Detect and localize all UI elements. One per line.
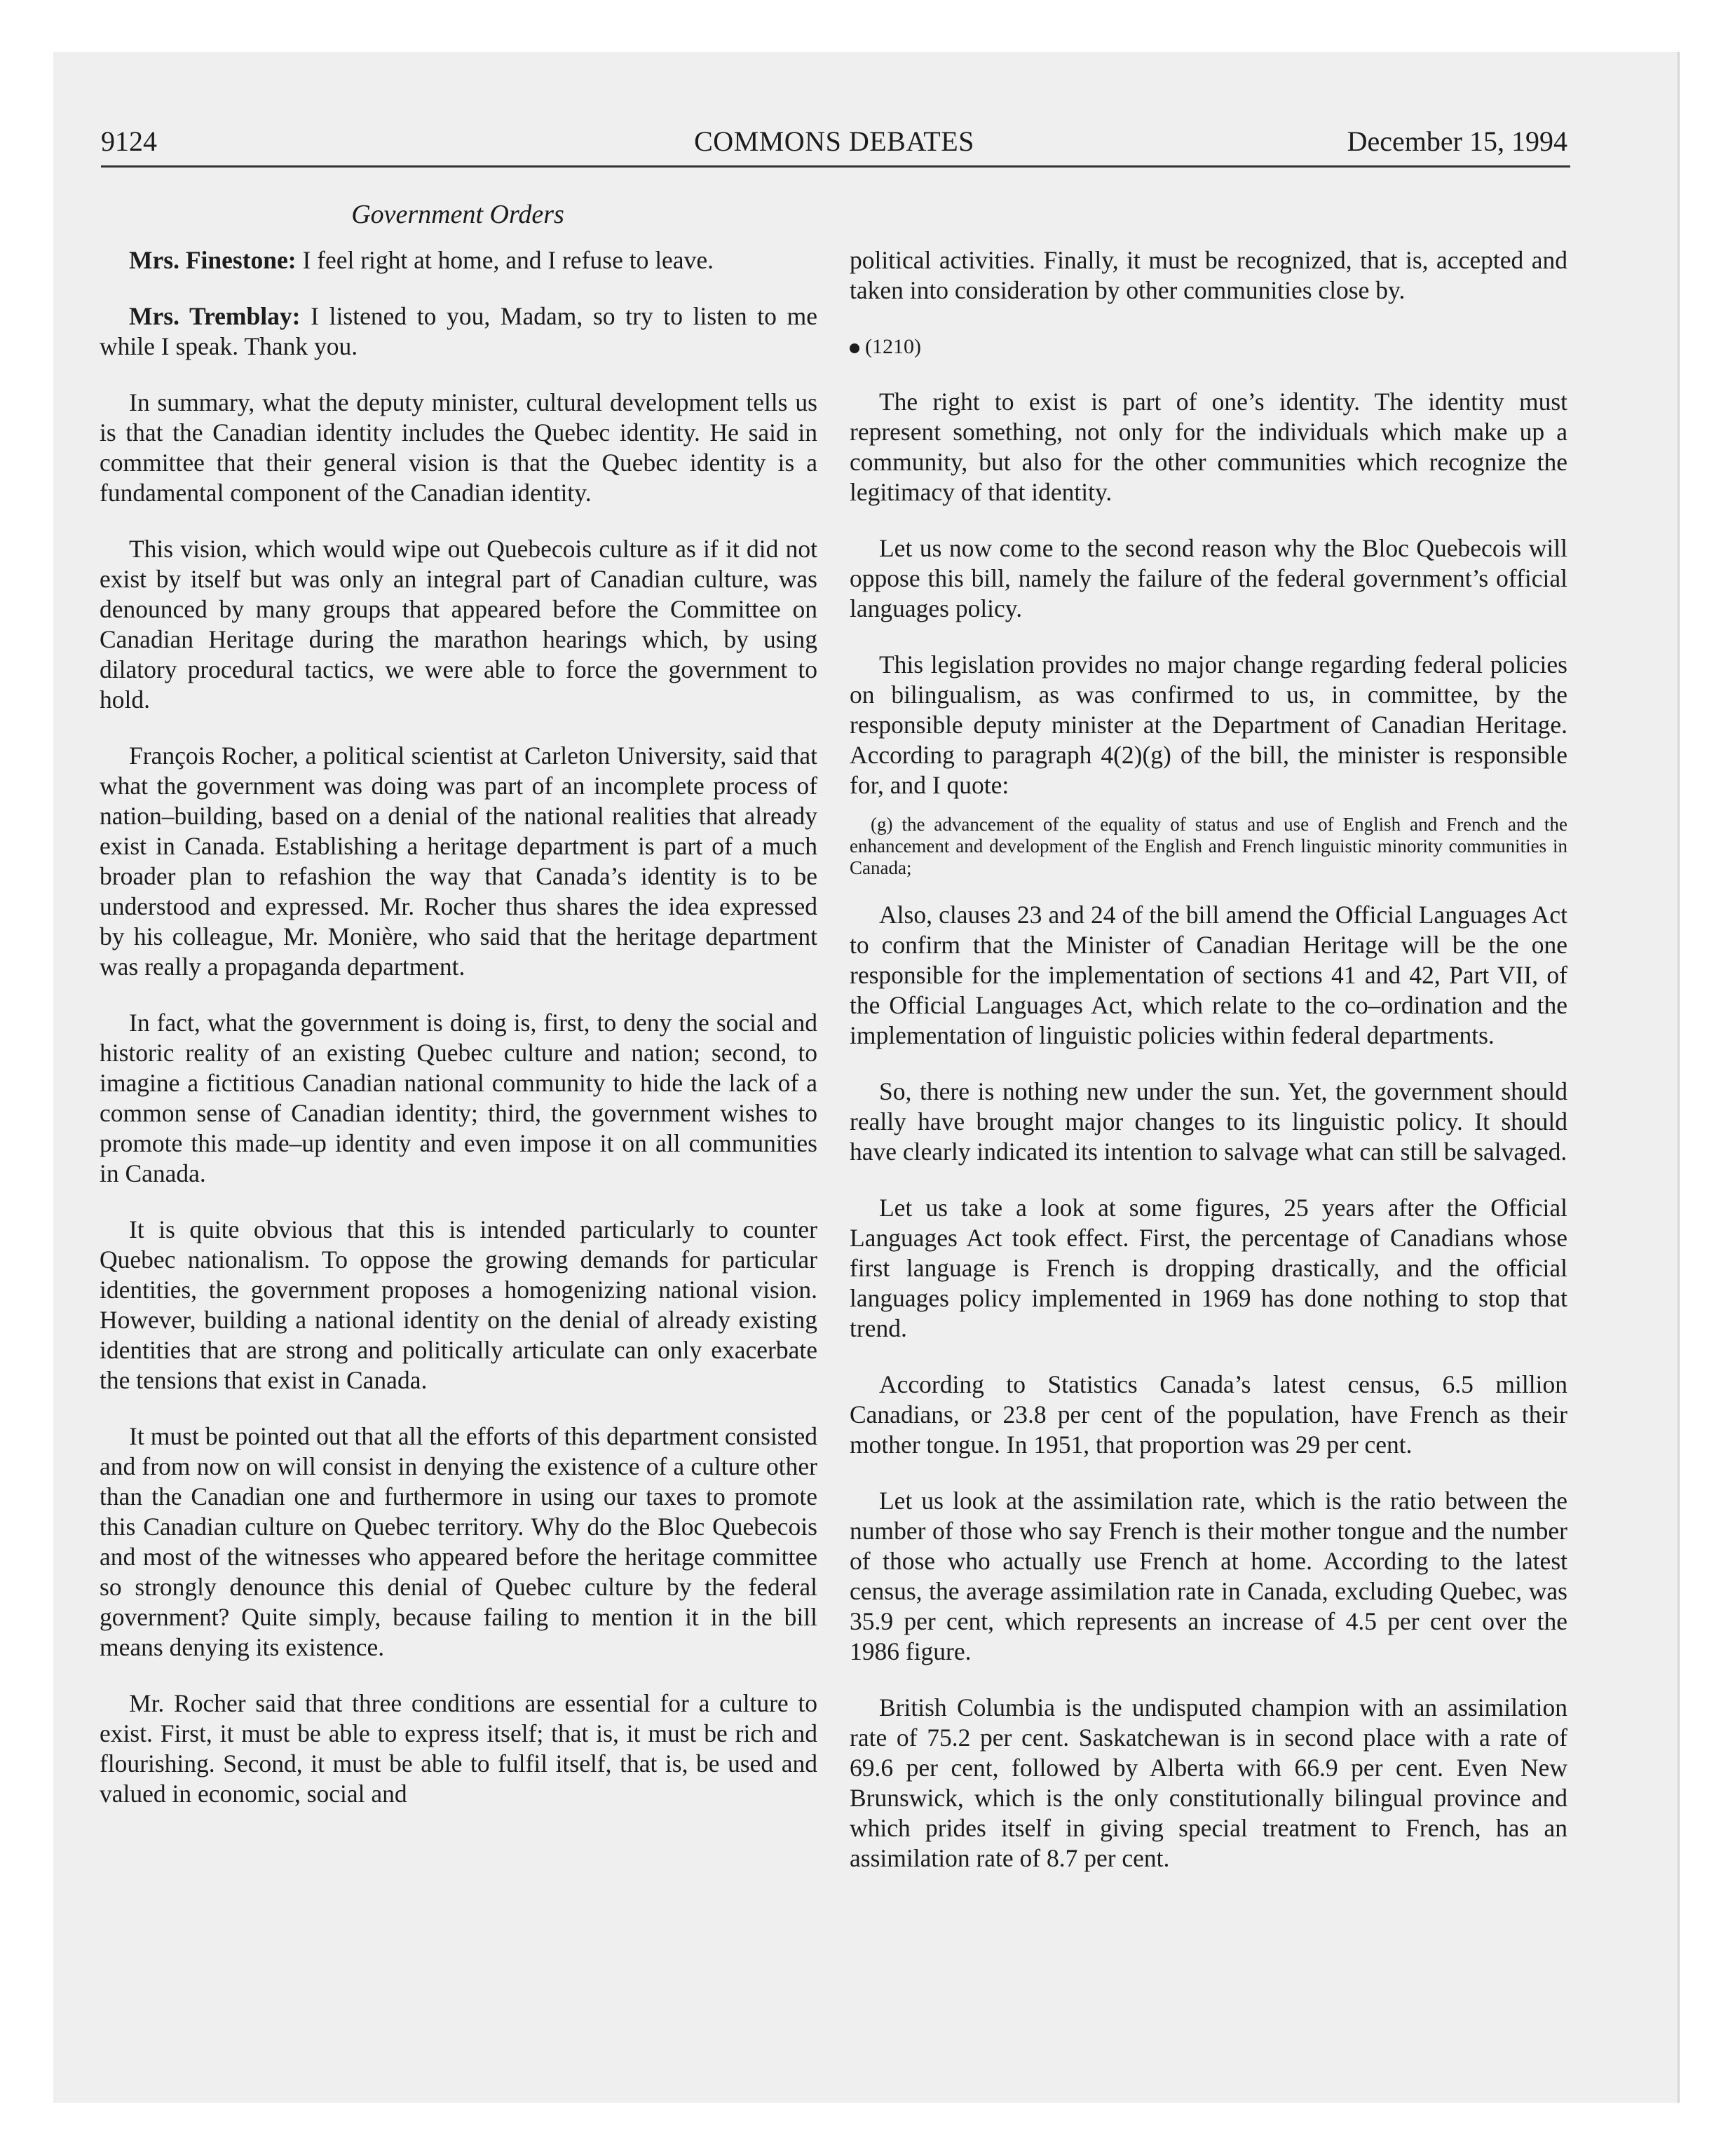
speaker-name: Mrs. Finestone: bbox=[129, 246, 297, 274]
paragraph: It must be pointed out that all the efforts of this department consisted and from now on will consist in denying the existence of a culture other than the Canadian one and furthermore in using our taxes to promote this Canadian culture on Quebec territory. Why do the Bloc Quebecois and most of the witnesses who appeared before the heritage committee so strongly denounce this denial of Quebec culture by the federal government? Quite simply, because failing to mention it in the bill means denying its existence. bbox=[100, 1422, 817, 1661]
bullet-icon bbox=[850, 343, 859, 353]
paragraph: This legislation provides no major change regarding federal policies on bilingualism, as was confirmed to us, in committee, by the responsible deputy minister at the Department of Canadian Heritage. According to paragraph 4(2)(g) of the bill, the minister is responsible for, and I quote: bbox=[850, 650, 1567, 799]
page-date: December 15, 1994 bbox=[1347, 125, 1567, 157]
paragraph: François Rocher, a political scientist at Carleton University, said that what the government was doing was part of an incomplete process of nation–building, based on a denial of the national realities that already exist in Canada. Establishing a heritage department is part of a much broader plan to refashion the way that Canada’s identity is to be understood and expressed. Mr. Rocher thus shares the idea expressed by his colleague, Mr. Monière, who said that the heritage department was really a propaganda department. bbox=[100, 742, 817, 981]
paragraph: In fact, what the government is doing is, first, to deny the social and historic reality of an existing Quebec culture and nation; second, to imagine a fictitious Canadian national community to hide the lack of a common sense of Canadian identity; third, the government wishes to promote this made–up identity and even impose it on all communities in Canada. bbox=[100, 1009, 817, 1187]
paragraph: Also, clauses 23 and 24 of the bill amend the Official Languages Act to confirm that the Minister of Canadian Heritage will be the one responsible for the implementation of sections 41 and 42, Part VII, of the Official Languages Act, which relate to the co–ordination and the implementation of linguistic policies within federal departments. bbox=[850, 901, 1567, 1049]
speech-text: I listened to you, Madam, so try to listen to me while I speak. Thank you. bbox=[100, 302, 817, 360]
paragraph: In summary, what the deputy minister, cultural development tells us is that the Canadian identity includes the Quebec identity. He said in committee that their general vision is that the Quebec identity is a fundamental component of the Canadian identity. bbox=[100, 388, 817, 507]
time-marker-text: (1210) bbox=[865, 335, 921, 358]
paragraph: According to Statistics Canada’s latest census, 6.5 million Canadians, or 23.8 per cent of the population, have French as their mother tongue. In 1951, that proportion was 29 per cent. bbox=[850, 1370, 1567, 1459]
paragraph: It is quite obvious that this is intended particularly to counter Quebec nationalism. To oppose the growing demands for particular identities, the government proposes a homogenizing national vision. However, building a national identity on the denial of already existing identities that are strong and politically articulate can only exacerbate the tensions that exist in Canada. bbox=[100, 1215, 817, 1394]
header-rule bbox=[101, 165, 1570, 168]
speech-text: I feel right at home, and I refuse to leave. bbox=[296, 246, 714, 274]
page-number: 9124 bbox=[101, 125, 157, 157]
paragraph: The right to exist is part of one’s identity. The identity must represent something, not only for the individuals which make up a community, but also for the other communities which recognize the legitimacy of that identity. bbox=[850, 388, 1567, 506]
speech-finestone bbox=[100, 245, 817, 275]
paragraph: Mr. Rocher said that three conditions are essential for a culture to exist. First, it must be able to express itself; that is, it must be rich and flourishing. Second, it must be able to fulfil itself, that is, be used and valued in economic, social and bbox=[100, 1689, 817, 1808]
paragraph-continuation: political activities. Finally, it must be recognized, that is, accepted and taken into consideration by other communities close by. bbox=[850, 246, 1567, 304]
speaker-name: Mrs. Tremblay: bbox=[129, 302, 301, 330]
paragraph: Let us take a look at some figures, 25 years after the Official Languages Act took effect. First, the percentage of Canadians whose first language is French is dropping drastically, and the official languages policy implemented in 1969 has done nothing to stop that trend. bbox=[850, 1194, 1567, 1342]
left-column bbox=[100, 245, 817, 1835]
section-title: Government Orders bbox=[351, 200, 564, 229]
speech-tremblay bbox=[100, 301, 817, 362]
page-header bbox=[101, 125, 1567, 167]
paragraph: Let us now come to the second reason why the Bloc Quebecois will oppose this bill, namely the failure of the federal government’s official languages policy. bbox=[850, 534, 1567, 622]
paragraph: Let us look at the assimilation rate, which is the ratio between the number of those who say French is their mother tongue and the number of those who actually use French at home. According to the latest census, the average assimilation rate in Canada, excluding Quebec, was 35.9 per cent, which represents an increase of 4.5 per cent over the 1986 figure. bbox=[850, 1487, 1567, 1665]
paragraph: This vision, which would wipe out Quebecois culture as if it did not exist by itself but was only an integral part of Canadian culture, was denounced by many groups that appeared before the Committee on Canadian Heritage during the marathon hearings which, by using dilatory procedural tactics, we were able to force the government to hold. bbox=[100, 535, 817, 714]
time-marker bbox=[850, 332, 1567, 362]
publication-title: COMMONS DEBATES bbox=[694, 125, 974, 157]
paragraph: British Columbia is the undisputed champion with an assimilation rate of 75.2 per cent. Saskatchewan is in second place with a rate of 69.6 per cent, followed by Alberta with 66.9 per cent. Even New Brunswick, which is the only constitutionally bilingual province and which prides itself in giving special treatment to French, has an assimilation rate of 8.7 per cent. bbox=[850, 1693, 1567, 1872]
right-column bbox=[850, 245, 1567, 1899]
page-edge bbox=[1678, 52, 1680, 2103]
bill-quote: (g) the advancement of the equality of status and use of English and French and the enhancement and development of the English and French linguistic minority communities in Canada; bbox=[850, 814, 1567, 878]
paragraph: So, there is nothing new under the sun. Yet, the government should really have brought major changes to its linguistic policy. It should have clearly indicated its intention to salvage what can still be salvaged. bbox=[850, 1077, 1567, 1166]
